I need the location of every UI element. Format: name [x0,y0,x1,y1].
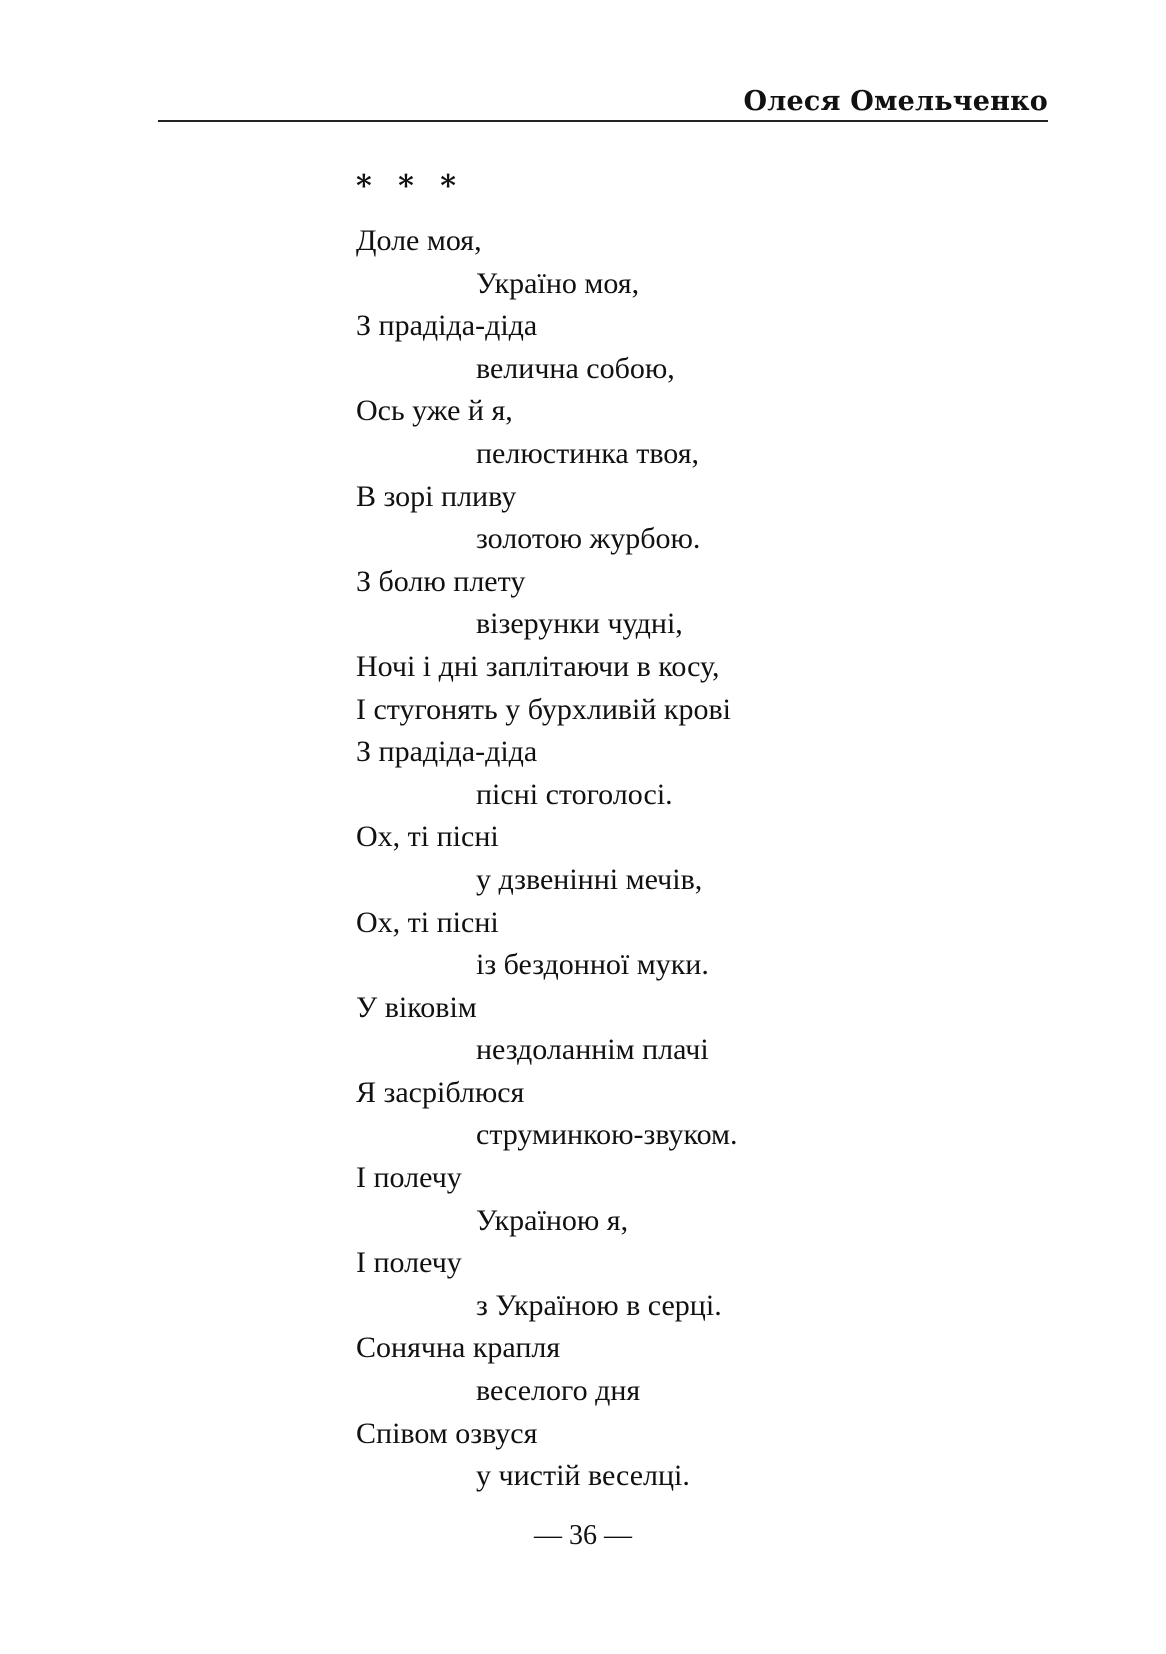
poem-line: З прадіда-діда [356,309,538,343]
poem-line: Ох, ті пісні [356,905,499,939]
poem-line: у дзвенінні мечів, [476,862,703,896]
poem-line: пісні стоголосі. [476,777,673,811]
poem-line: візерунки чудні, [476,607,683,641]
poem-line: пелюстинка твоя, [476,436,700,470]
running-header [158,80,1048,122]
poem-line: нездоланнім плачі [476,1033,709,1067]
header-author: Олеся Омельченко [743,86,1048,117]
poem-line: Я засріблюся [356,1075,525,1109]
poem-line: з Україною в серці. [476,1288,722,1322]
poem-line: Доле моя, [356,224,482,257]
poem-line: В зорі пливу [356,479,517,513]
poem-line: Україною я, [476,1203,629,1237]
poem-line: І стугонять у бурхливій крові [356,692,731,726]
poem-line: З болю плету [356,564,526,598]
poem-line: З прадіда-діда [356,735,538,769]
poem-line: золотою журбою. [476,522,701,556]
poem-lines [356,220,1056,1498]
poem-line: велична собою, [476,351,675,385]
poem-line: І полечу [356,1161,462,1195]
poem-line: Ночі і дні заплітаючи в косу, [356,649,720,683]
poem-line: У віковім [356,990,477,1024]
poem-line: веселого дня [476,1374,641,1408]
poem-line: струминкою-звуком. [476,1118,738,1152]
page-number: — 36 — [534,1520,632,1551]
poem-line: у чистій веселці. [476,1459,690,1493]
poem [356,162,1056,1498]
poem-line: Сонячна крапля [356,1331,561,1365]
poem-line: І полечу [356,1246,462,1280]
poem-line: Україно моя, [476,266,640,300]
poem-line: із бездонної муки. [476,948,709,982]
poem-line: Ось уже й я, [356,394,513,428]
poem-line: Ох, ті пісні [356,820,499,854]
poem-asterisks: * * * [356,169,464,204]
poem-line: Співом озвуся [356,1416,538,1450]
